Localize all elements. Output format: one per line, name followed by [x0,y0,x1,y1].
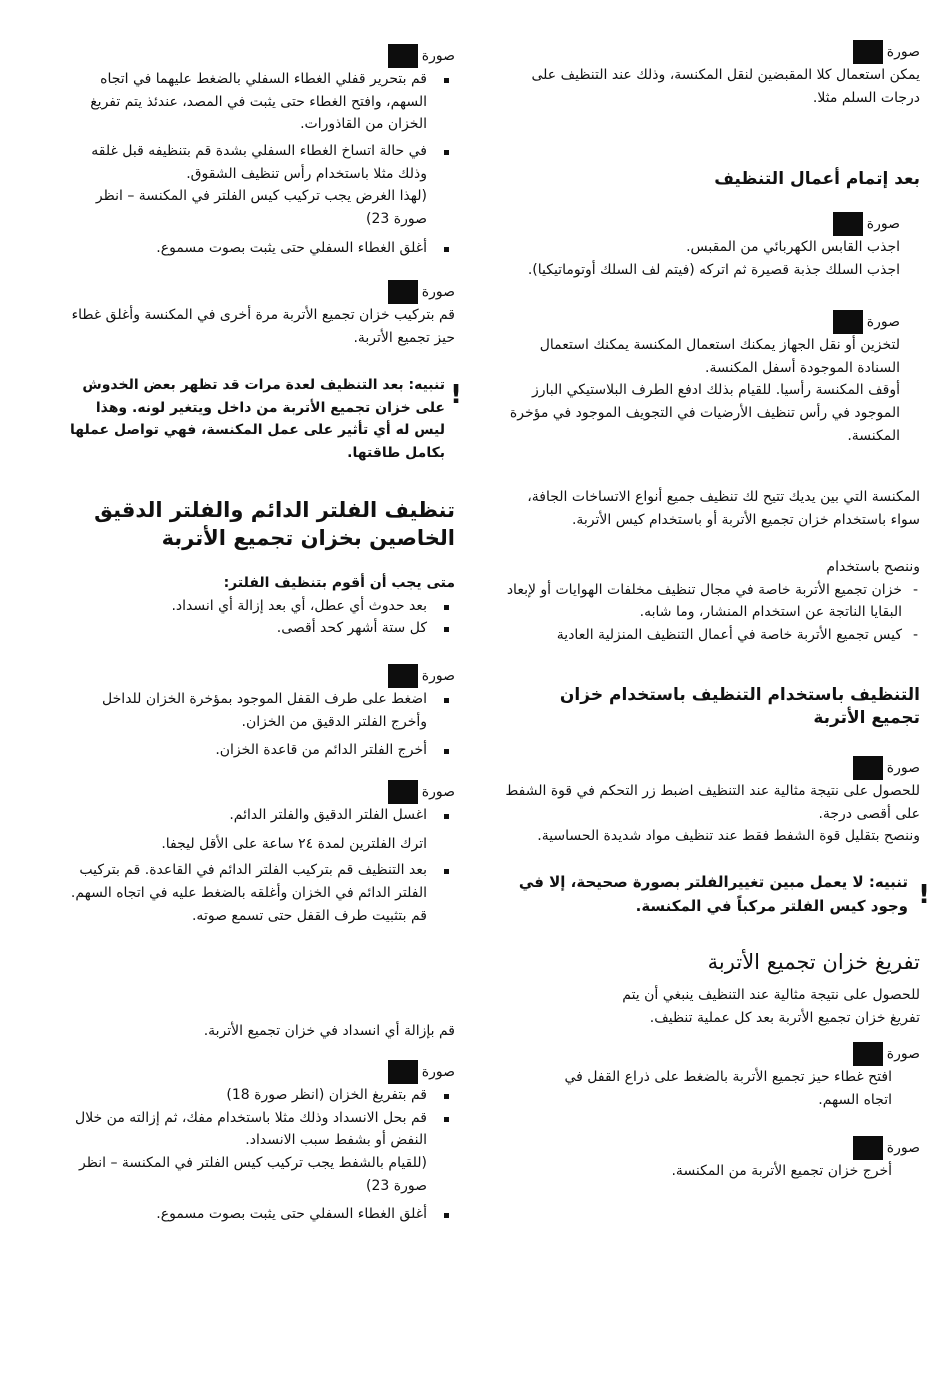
list-item: قم بتفريغ الخزان (انظر صورة 18) [65,1084,455,1107]
figure-6-section [560,1136,920,1183]
figure-label: صورة [560,1042,920,1066]
figure-number-box [833,212,863,236]
figure-2-section [495,212,900,281]
figure-11-section [65,1060,455,1226]
warning-icon: ! [918,880,930,910]
figure-5-section [560,1042,920,1111]
figure-number-box [388,1060,418,1084]
figure-label: صورة [495,212,900,236]
figure-label: صورة [65,780,455,804]
list-item: قم بحل الانسداد وذلك مثلا باستخدام مفك، ثم إزالته من خلال النفض أو بشفط سبب الانسداد. [65,1107,455,1152]
figure-label: صورة [65,280,455,304]
list-item: اغسل الفلتر الدقيق والفلتر الدائم. [65,804,455,827]
heading-cleaning-with-container: التنظيف باستخدام التنظيف باستخدام خزان تجميع الأتربة [559,685,920,728]
heading-empty-container: تفريغ خزان تجميع الأتربة [707,950,920,974]
figure-label: صورة [495,756,920,780]
carry-text: يمكن استعمال كلا المقبضين لنقل المكنسة، وذلك عند التنظيف على درجات السلم مثلا. [531,67,920,106]
figure-label: صورة [495,40,920,64]
figure-label: صورة [560,1136,920,1160]
suction-advice-text: وننصح بتقليل قوة الشفط فقط عند تنظيف مواد شديدة الحساسية. [537,828,920,845]
note-text: (لهذا الغرض يجب تركيب كيس الفلتر في المكنسة – انظر صورة 23) [95,188,427,228]
reinsert-container-text: قم بتركيب خزان تجميع الأتربة مرة أخرى في المكنسة وأغلق غطاء حيز تجميع الأتربة. [71,307,455,346]
list-item: كل ستة أشهر كحد أقصى. [65,617,455,640]
figure-label: صورة [65,44,455,68]
list-item: أغلق الغطاء السفلي حتى يثبت بصوت مسموع. [65,237,455,260]
empty-container-text: للحصول على نتيجة مثالية عند التنظيف ينبغي أن يتم تفريغ خزان تجميع الأتربة بعد كل عملية تنظيف. [622,987,920,1026]
warning-icon: ! [450,380,462,410]
list-item: في حالة اتساخ الغطاء السفلي بشدة قم بتنظيفه قبل غلقه وذلك مثلا باستخدام رأس تنظيف الشقوق. [65,140,455,185]
figure-number-box [853,1042,883,1066]
scratches-warning: تنبيه: بعد التنظيف لعدة مرات قد تظهر بعض الخدوش على خزان تجميع الأتربة من داخل ويتغير لونه. وهذا ليس له أي تأثير على عمل المكنسة، فهي تواصل عملها بكامل طاقتها. [69,377,445,462]
figure-number-box [833,310,863,334]
storage-text: لتخزين أو نقل الجهاز يمكنك استعمال المكنسة يمكنك استعمال السنادة الموجودة أسفل المكنسة. [539,337,900,376]
figure-label: صورة [495,310,900,334]
figure-number-box [388,280,418,304]
figure-number-box [388,44,418,68]
recommendation-section [495,556,920,647]
note-text: (للقيام بالشفط يجب تركيب كيس الفلتر في المكنسة – انظر صورة 23) [79,1155,427,1194]
remove-blockage-text: قم بإزالة أي انسداد في خزان تجميع الأتربة. [203,1023,455,1039]
filter-indicator-warning: تنبيه: لا يعمل مبين تغييرالفلتر بصورة صحيحة، إلا في وجود كيس الفلتر مركباً في المكنسة. [518,873,908,916]
figure-1-section [495,40,920,109]
heading-filter-cleaning: تنظيف الفلتر الدائم والفلتر الدقيق الخاصين بخزان تجميع الأتربة [94,498,455,551]
figure-8-section [65,280,455,349]
when-section [65,572,455,640]
dry-note: اترك الفلترين لمدة ٢٤ ساعة على الأقل ليجفا. [161,835,427,852]
list-item: أخرج الفلتر الدائم من قاعدة الخزان. [65,739,455,762]
figure-number-box [388,664,418,688]
list-item: بعد التنظيف قم بتركيب الفلتر الدائم في القاعدة. قم بتركيب الفلتر الدائم في الخزان وأغلقه بالضغط عليه في اتجاه السهم. قم بتثبيت طرف القفل حتى تسمع صوته. [65,859,455,927]
recommendation-item: - خزان تجميع الأتربة خاصة في مجال تنظيف مخلفات الهوايات أو لإبعاد البقايا الناتجة عن استخدام المنشار، وما شابه. [495,579,920,624]
figure-3-section [495,310,900,447]
intro-paragraph: المكنسة التي بين يديك تتيح لك تنظيف جميع أنواع الاتساخات الجافة، سواء باستخدام خزان تجميع الأتربة أو باستخدام كيس الأتربة. [527,489,920,528]
list-item: بعد حدوث أي عطل، أي بعد إزالة أي انسداد. [65,595,455,618]
when-title: متى يجب أن أقوم بتنظيف الفلتر: [223,575,455,591]
list-item: أغلق الغطاء السفلي حتى يثبت بصوت مسموع. [65,1203,455,1226]
figure-10-section [65,780,455,927]
figure-number-box [853,756,883,780]
figure-9-section [65,664,455,762]
figure-label: صورة [65,1060,455,1084]
figure-label: صورة [65,664,455,688]
recommendation-item: - كيس تجميع الأتربة خاصة في أعمال التنظيف المنزلية العادية [495,624,920,647]
suction-power-text: للحصول على نتيجة مثالية عند التنظيف اضبط زر التحكم في قوة الشفط على أقصى درجة. [505,783,920,822]
figure-7-section [65,44,455,259]
cord-rewind-text: اجذب السلك جذبة قصيرة ثم اتركه (فيتم لف السلك أوتوماتيكيا). [527,261,900,278]
figure-number-box [853,1136,883,1160]
figure-number-box [388,780,418,804]
figure-number-box [853,40,883,64]
heading-after-cleaning: بعد إتمام أعمال التنظيف [714,169,920,189]
list-item: قم بتحرير قفلي الغطاء السفلي بالضغط عليهما في اتجاه السهم، وافتح الغطاء حتى يثبت في المصد، عندئذ يتم تفريغ الخزان من القاذورات. [65,68,455,136]
list-item: اضغط على طرف القفل الموجود بمؤخرة الخزان للداخل وأخرج الفلتر الدقيق من الخزان. [65,688,455,733]
figure-4-section [495,756,920,848]
open-cover-text: افتح غطاء حيز تجميع الأتربة بالضغط على ذراع القفل في اتجاه السهم. [564,1069,892,1108]
park-position-text: أوقف المكنسة رأسيا. للقيام بذلك ادفع الطرف البلاستيكي البارز الموجود في رأس تنظيف الأرضيات في التجويف الموجود في مؤخرة المكنسة. [509,382,900,444]
remove-container-text: أخرج خزان تجميع الأتربة من المكنسة. [671,1163,892,1179]
unplug-text: اجذب القابس الكهربائي من المقبس. [686,239,900,255]
recommendation-title: وننصح باستخدام [826,559,920,575]
